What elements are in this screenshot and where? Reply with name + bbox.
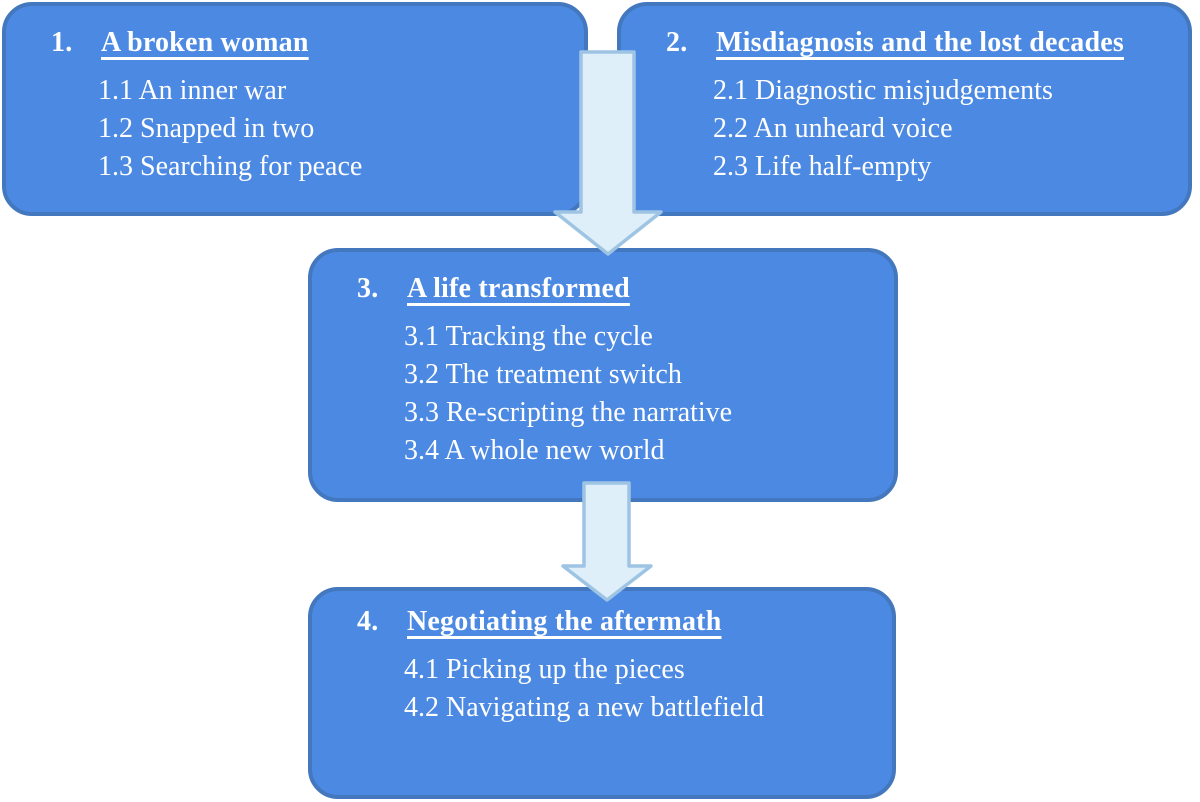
subsection-item: 3.2 The treatment switch <box>404 359 682 390</box>
section-4-heading <box>312 605 892 639</box>
subsection-item: 2.1 Diagnostic misjudgements <box>713 75 1053 106</box>
section-box-1 <box>2 2 588 216</box>
subsection-item: 3.3 Re-scripting the narrative <box>404 397 733 428</box>
section-2-items <box>713 72 1158 186</box>
section-4-number: 4. <box>357 606 379 637</box>
section-2-number: 2. <box>666 27 688 58</box>
subsection-item: 2.2 An unheard voice <box>713 113 953 144</box>
section-4-title: Negotiating the aftermath <box>407 606 722 637</box>
subsection-item: 1.2 Snapped in two <box>98 113 315 144</box>
section-1-items <box>98 72 554 186</box>
section-3-title: A life transformed <box>407 273 630 304</box>
section-box-2 <box>617 2 1192 216</box>
subsection-item: 1.1 An inner war <box>98 75 287 106</box>
subsection-item: 1.3 Searching for peace <box>98 151 363 182</box>
section-4-items <box>404 651 862 727</box>
section-2-heading <box>621 26 1188 60</box>
section-3-heading <box>312 272 894 306</box>
subsection-item: 4.2 Navigating a new battlefield <box>404 692 764 723</box>
section-3-items <box>404 318 864 470</box>
section-box-3 <box>308 248 898 502</box>
section-2-title: Misdiagnosis and the lost decades <box>716 27 1124 58</box>
subsection-item: 4.1 Picking up the pieces <box>404 654 685 685</box>
subsection-item: 3.1 Tracking the cycle <box>404 321 653 352</box>
subsection-item: 3.4 A whole new world <box>404 435 665 466</box>
section-box-4 <box>308 587 896 799</box>
section-1-title: A broken woman <box>101 27 309 58</box>
subsection-item: 2.3 Life half-empty <box>713 151 932 182</box>
section-3-number: 3. <box>357 273 379 304</box>
section-1-heading <box>6 26 584 60</box>
section-1-number: 1. <box>51 27 73 58</box>
